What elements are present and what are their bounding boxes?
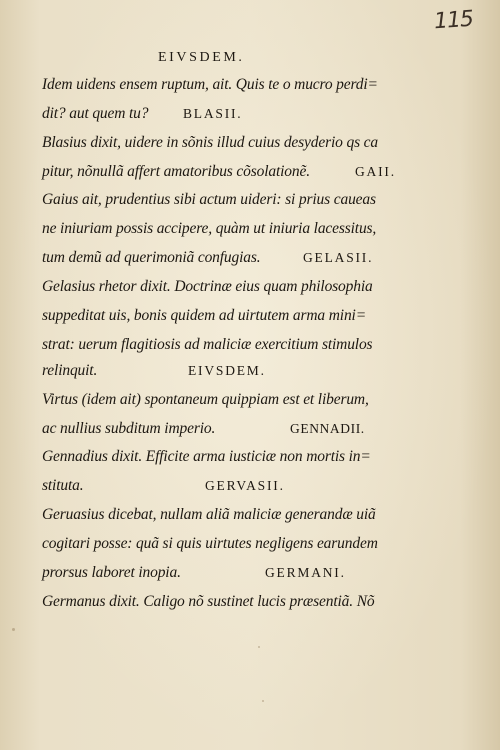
- paper-spot: [258, 646, 260, 648]
- text-line: suppeditat uis, bonis quidem ad uirtutem arma mini=: [42, 307, 367, 324]
- section-heading: GENNADII.: [290, 421, 365, 436]
- text-line: Gennadius dixit. Efficite arma iusticiæ non mortis in=: [42, 448, 371, 465]
- section-heading: GAII.: [355, 164, 396, 179]
- text-line: Germanus dixit. Caligo nõ sustinet lucis præsentiã. Nõ: [42, 593, 375, 610]
- paper-spot: [262, 700, 264, 702]
- text-line: Blasius dixit, uidere in sõnis illud cuius desyderio qs ca: [42, 134, 379, 151]
- section-heading: GERMANI.: [265, 565, 346, 580]
- section-heading: BLASII.: [183, 106, 243, 121]
- text-line: Virtus (idem ait) spontaneum quippiam est et liberum,: [42, 391, 369, 408]
- text-line: Gelasius rhetor dixit. Doctrinæ eius quam philosophia: [42, 278, 373, 295]
- text-line: dit? aut quem tu?: [42, 105, 149, 122]
- text-line: Idem uidens ensem ruptum, ait. Quis te o mucro perdi=: [42, 76, 378, 93]
- text-line: prorsus laboret inopia.: [42, 564, 181, 581]
- text-line: ne iniuriam possis accipere, quàm ut iniuria lacessitus,: [42, 220, 377, 237]
- text-line: tum demũ ad querimoniã confugias.: [42, 249, 261, 266]
- text-line: pitur, nõnullã affert amatoribus cõsolationẽ.: [42, 163, 310, 180]
- text-line: strat: uerum flagitiosis ad maliciæ exercitium stimulos: [42, 336, 373, 353]
- paper-spot: [12, 628, 15, 631]
- section-heading: EIVSDEM.: [158, 50, 245, 65]
- section-heading: GERVASII.: [205, 478, 285, 493]
- text-line: Gaius ait, prudentius sibi actum uideri: si prius caueas: [42, 191, 376, 208]
- text-line: relinquit.: [42, 362, 98, 379]
- text-line: Geruasius dicebat, nullam aliã maliciæ generandæ uiã: [42, 506, 376, 523]
- text-line: ac nullius subditum imperio.: [42, 420, 216, 437]
- text-line: cogitari posse: quã si quis uirtutes negligens earundem: [42, 535, 378, 552]
- section-heading: EIVSDEM.: [188, 363, 266, 378]
- section-heading: GELASII.: [303, 250, 374, 265]
- text-line: stituta.: [42, 477, 84, 494]
- page-number: 115: [433, 6, 474, 35]
